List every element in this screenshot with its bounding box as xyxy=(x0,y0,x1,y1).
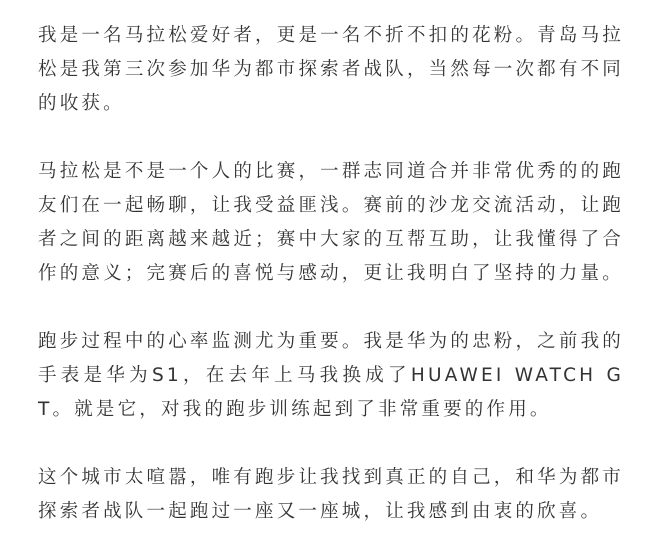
paragraph-1: 我是一名马拉松爱好者，更是一名不折不扣的花粉。青岛马拉松是我第三次参加华为都市探索者战队，当然每一次都有不同的收获。 xyxy=(38,25,624,114)
paragraph-2: 马拉松是不是一个人的比赛，一群志同道合并非常优秀的的跑友们在一起畅聊，让我受益匪浅。赛前的沙龙交流活动，让跑者之间的距离越来越近；赛中大家的互帮互助，让我懂得了合作的意义；完赛后的喜悦与感动，更让我明白了坚持的力量。 xyxy=(38,161,624,284)
paragraph-4: 这个城市太喧嚣，唯有跑步让我找到真正的自己，和华为都市探索者战队一起跑过一座又一座城，让我感到由衷的欣喜。 xyxy=(38,467,624,522)
paragraph-3: 跑步过程中的心率监测尤为重要。我是华为的忠粉，之前我的手表是华为S1，在去年上马我换成了HUAWEI WATCH GT。就是它，对我的跑步训练起到了非常重要的作用。 xyxy=(38,331,624,420)
